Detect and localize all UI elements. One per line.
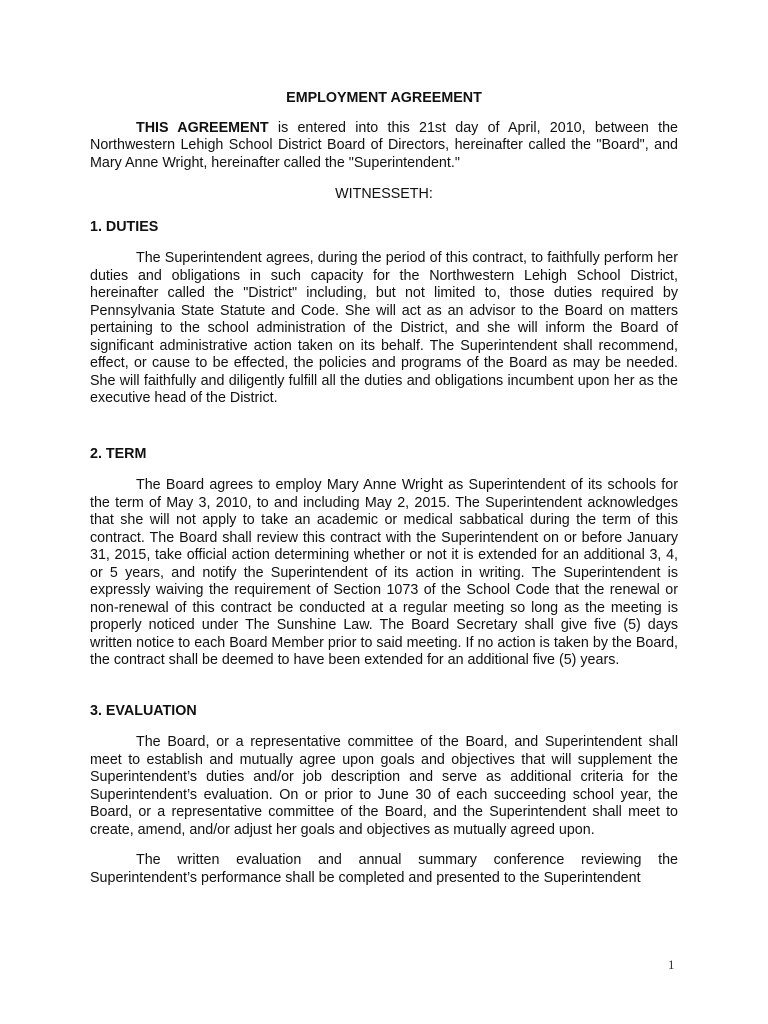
- page-number: 1: [668, 957, 675, 972]
- intro-text: is entered into this 21st day of April, 2010, between the Northwestern Lehigh School District Board of Directors, hereinafter called the "Board", and Mary Anne Wright, hereinafter called the "Superintendent.": [90, 119, 678, 171]
- duties-paragraph: The Superintendent agrees, during the period of this contract, to faithfully perform her duties and obligations in such capacity for the Northwestern Lehigh School District, hereinafter called the "District" including, but not limited to, those duties required by Pennsylvania State Statute and Code. She will act as an advisor to the Board on matters pertaining to the school administration of the District, and she will inform the Board of significant administrative action taken on its behalf. The Superintendent shall recommend, effect, or cause to be effected, the policies and programs of the Board as may be needed. She will faithfully and diligently fulfill all the duties and obligations incumbent upon her as the executive head of the District.: [90, 250, 678, 406]
- evaluation-paragraph-1: The Board, or a representative committee of the Board, and Superintendent shall meet to establish and mutually agree upon goals and objectives that will supplement the Superintendent’s duties and/or job description and serve as additional criteria for the Superintendent’s evaluation. On or prior to June 30 of each succeeding school year, the Board, or a representative committee of the Board, and the Superintendent shall meet to create, amend, and/or adjust her goals and objectives as mutually agreed upon.: [90, 734, 678, 838]
- intro-paragraph: [90, 120, 678, 173]
- intro-lead: THIS AGREEMENT: [136, 119, 269, 136]
- witnesseth-heading: WITNESSETH:: [335, 186, 433, 202]
- term-paragraph: The Board agrees to employ Mary Anne Wright as Superintendent of its schools for the term of May 3, 2010, to and including May 2, 2015. The Superintendent acknowledges that she will not apply to take an academic or medical sabbatical during the term of this contract. The Board shall review this contract with the Superintendent on or before January 31, 2015, take official action determining whether or not it is extended for an additional 3, 4, or 5 years, and notify the Superintendent of its action in writing. The Superintendent is expressly waiving the requirement of Section 1073 of the School Code that the renewal or non-renewal of this contract be conducted at a regular meeting so long as the meeting is properly noticed under The Sunshine Law. The Board Secretary shall give five (5) days written notice to each Board Member prior to said meeting. If no action is taken by the Board, the contract shall be deemed to have been extended for an additional five (5) years.: [90, 477, 678, 668]
- evaluation-paragraph-2: The written evaluation and annual summary conference reviewing the Superintendent’s performance shall be completed and presented to the Superintendent: [90, 852, 678, 886]
- document-page: [90, 90, 678, 887]
- section-heading-term: 2. TERM: [90, 445, 147, 462]
- document-title: EMPLOYMENT AGREEMENT: [286, 90, 482, 106]
- section-heading-duties: 1. DUTIES: [90, 218, 159, 235]
- section-heading-evaluation: 3. EVALUATION: [90, 702, 197, 719]
